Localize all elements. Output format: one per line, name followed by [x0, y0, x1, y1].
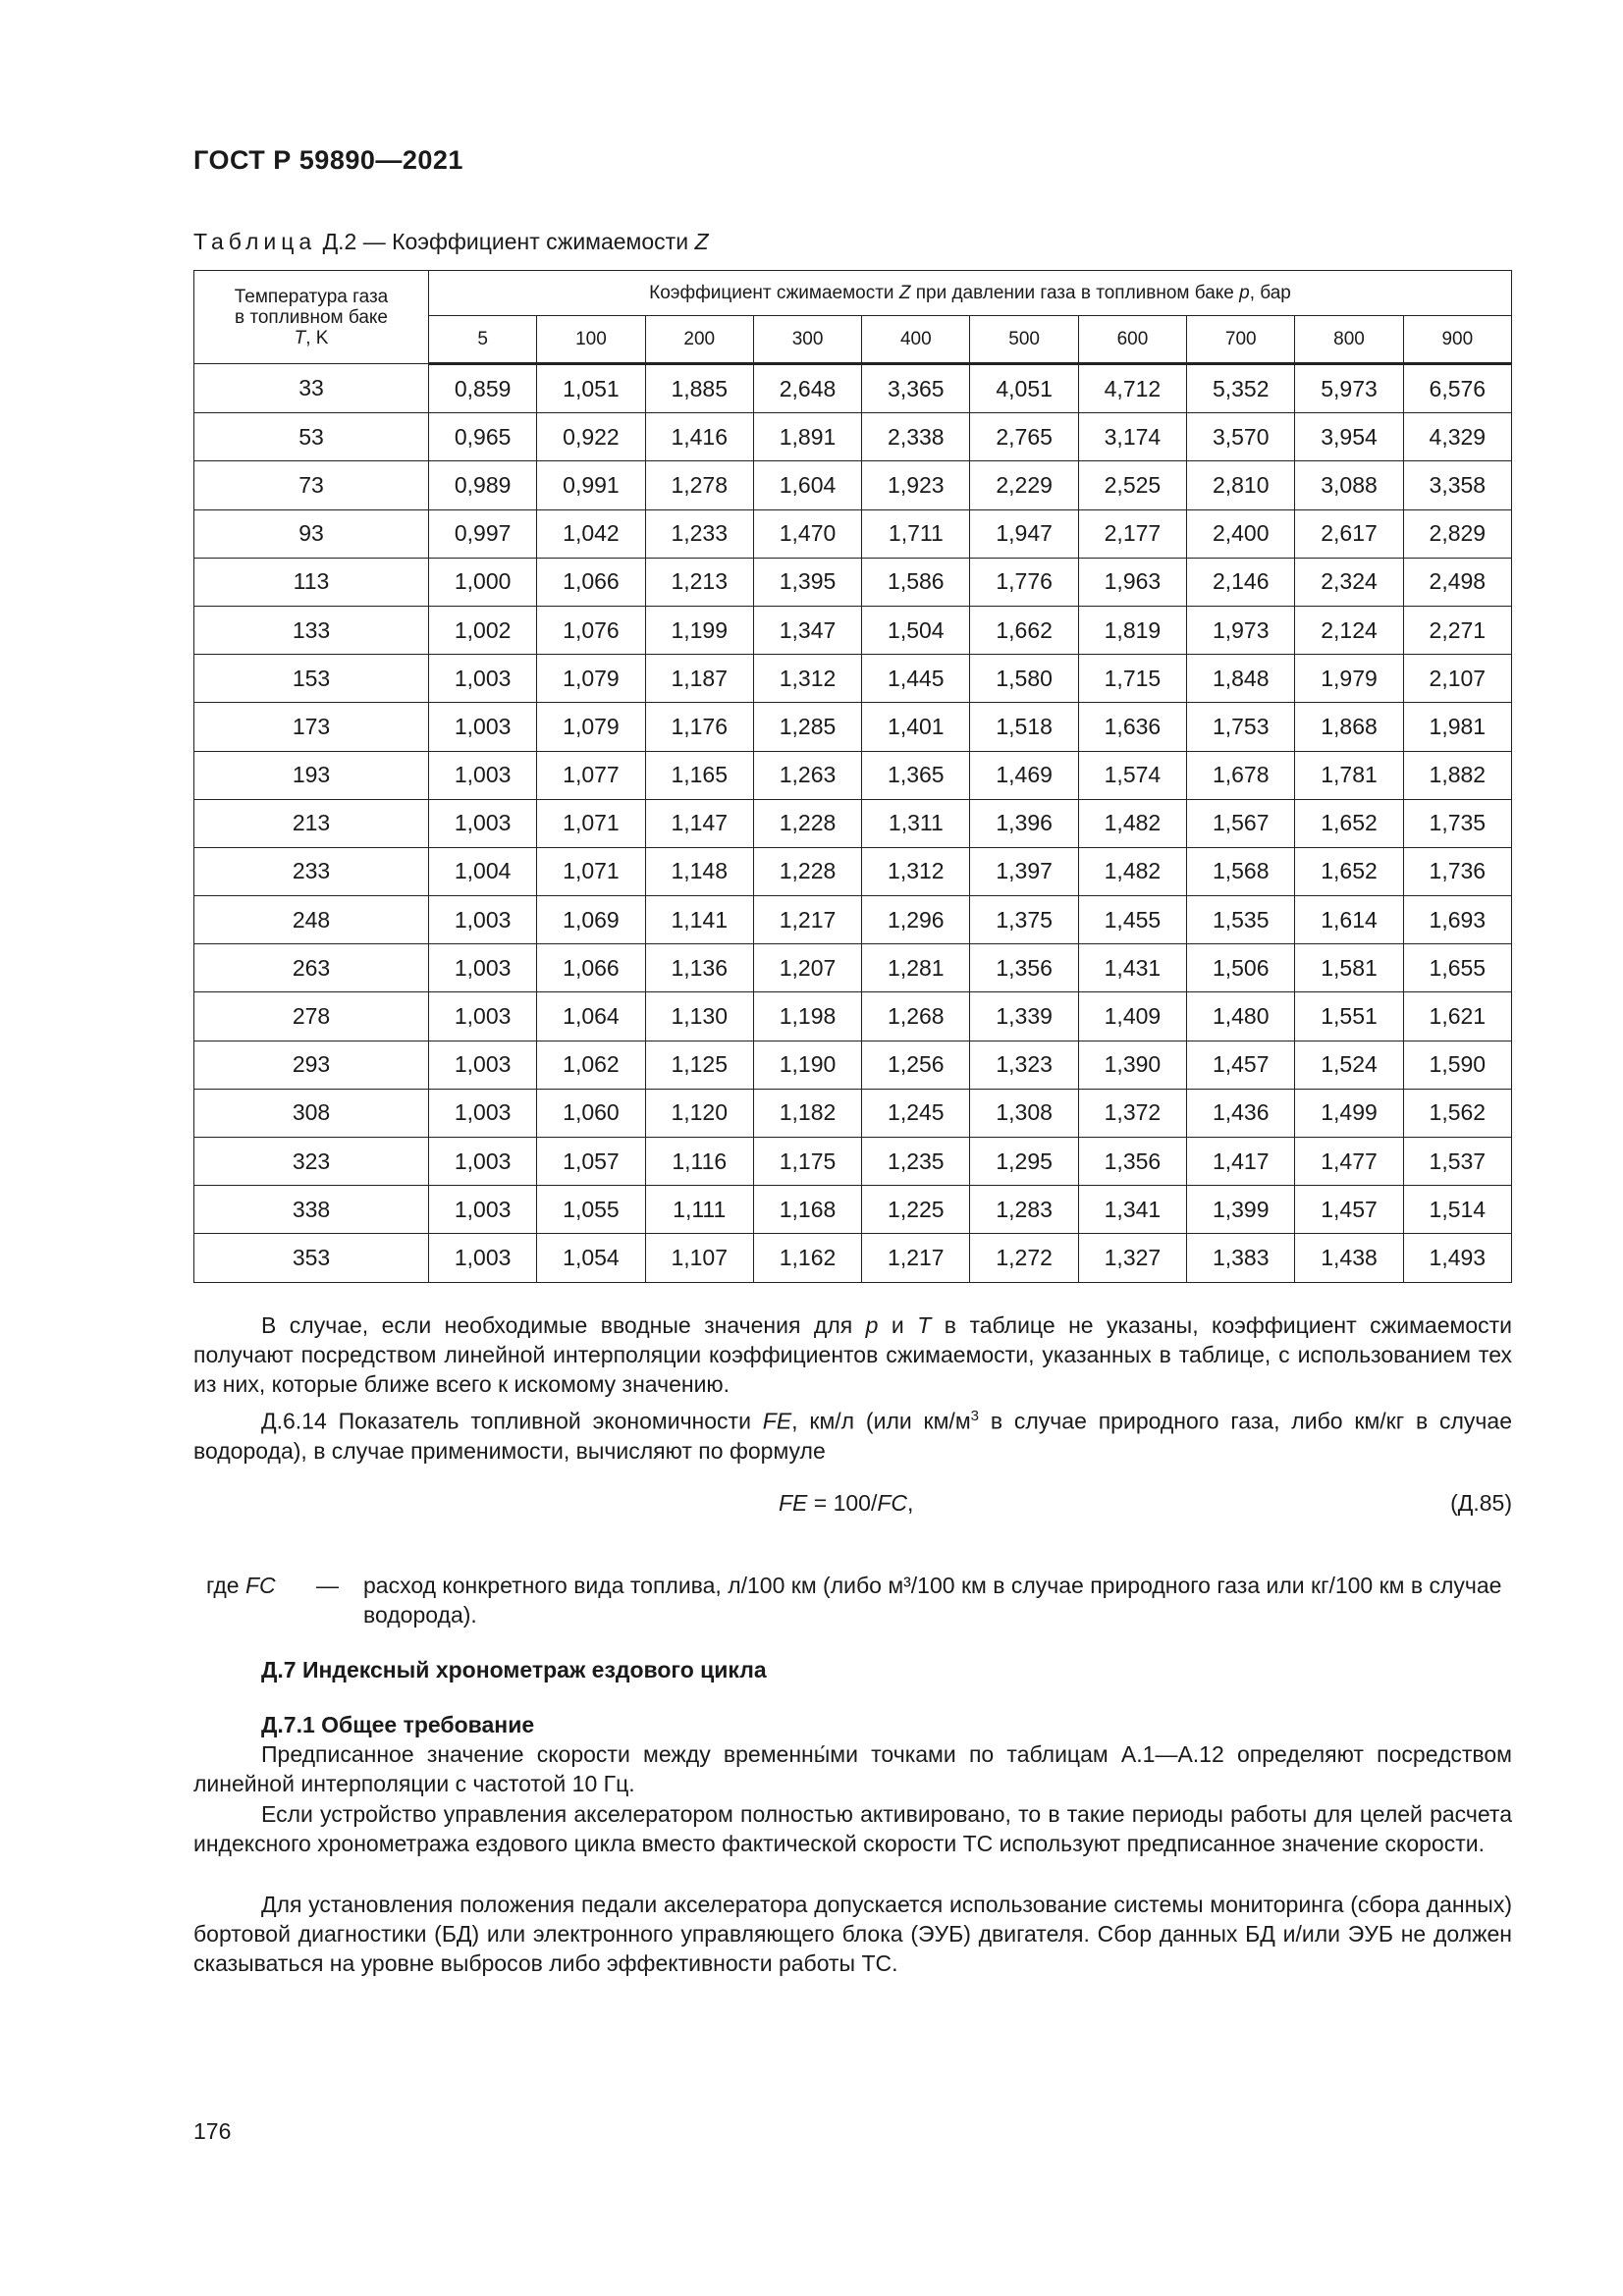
z-value-cell: 1,263 — [753, 751, 861, 799]
z-value-cell: 1,480 — [1187, 992, 1295, 1041]
temp-header-line2: в топливном баке — [234, 306, 389, 328]
z-value-cell: 2,400 — [1187, 509, 1295, 558]
table-row — [194, 799, 1512, 847]
z-value-cell: 3,954 — [1295, 413, 1403, 461]
formula-end: , — [907, 1490, 914, 1516]
z-value-cell: 2,829 — [1403, 509, 1511, 558]
z-value-cell: 1,482 — [1078, 799, 1186, 847]
z-value-cell: 1,268 — [862, 992, 970, 1041]
z-value-cell: 1,042 — [537, 509, 645, 558]
z-value-cell: 1,693 — [1403, 896, 1511, 944]
formula-mid: = 100/ — [807, 1490, 878, 1516]
z-value-cell: 1,312 — [862, 847, 970, 895]
z-value-cell: 1,003 — [429, 1041, 537, 1089]
z-value-cell: 1,753 — [1187, 703, 1295, 751]
where-description: расход конкретного вида топлива, л/100 км (либо м³/100 км в случае природного газа или кг/100 км в случае водорода). — [363, 1573, 1502, 1628]
z-value-cell: 1,372 — [1078, 1089, 1186, 1137]
para2-b: , км/л (или км/м — [791, 1408, 971, 1434]
z-value-cell: 1,819 — [1078, 606, 1186, 654]
fuel-economy-paragraph — [193, 1402, 1512, 1466]
section-d7-heading: Д.7 Индексный хронометраж ездового цикла — [261, 1657, 767, 1682]
compressibility-table — [193, 270, 1512, 1283]
z-value-cell: 1,375 — [970, 896, 1078, 944]
z-value-cell: 1,390 — [1078, 1041, 1186, 1089]
z-value-cell: 1,069 — [537, 896, 645, 944]
z-value-cell: 1,165 — [645, 751, 753, 799]
z-value-cell: 1,116 — [645, 1138, 753, 1186]
z-value-cell: 1,416 — [645, 413, 753, 461]
z-value-cell: 1,711 — [862, 509, 970, 558]
section-d71-paragraph-3: Для установления положения педали акселератора допускается использование системы мониторинга (сбора данных) бортовой диагностики (БД) или электронного управляющего блока (ЭУБ) двигателя. Сбор данных БД и/или ЭУБ не должен сказываться на уровне выбросов либо эффективности работы ТС. — [193, 1892, 1512, 1976]
main-header-p: p — [1239, 282, 1250, 303]
z-value-cell: 1,891 — [753, 413, 861, 461]
temperature-cell: 263 — [194, 944, 429, 992]
z-value-cell: 1,003 — [429, 799, 537, 847]
z-value-cell: 1,147 — [645, 799, 753, 847]
z-value-cell: 1,057 — [537, 1138, 645, 1186]
table-row — [194, 461, 1512, 509]
z-value-cell: 1,312 — [753, 655, 861, 703]
z-value-cell: 1,003 — [429, 1089, 537, 1137]
z-value-cell: 1,168 — [753, 1186, 861, 1234]
z-value-cell: 1,537 — [1403, 1138, 1511, 1186]
z-value-cell: 1,341 — [1078, 1186, 1186, 1234]
z-value-cell: 1,535 — [1187, 896, 1295, 944]
table-row — [194, 509, 1512, 558]
z-value-cell: 1,417 — [1187, 1138, 1295, 1186]
z-value-cell: 1,518 — [970, 703, 1078, 751]
compressibility-table-container — [193, 270, 1512, 1283]
z-value-cell: 4,712 — [1078, 364, 1186, 413]
z-value-cell: 1,071 — [537, 799, 645, 847]
z-value-cell: 2,271 — [1403, 606, 1511, 654]
z-value-cell: 1,111 — [645, 1186, 753, 1234]
temp-header-line1: Температура газа — [234, 286, 389, 307]
temperature-column-header — [194, 271, 429, 364]
z-value-cell: 0,859 — [429, 364, 537, 413]
z-value-cell: 1,125 — [645, 1041, 753, 1089]
z-value-cell: 0,922 — [537, 413, 645, 461]
z-value-cell: 1,979 — [1295, 655, 1403, 703]
z-value-cell: 1,652 — [1295, 847, 1403, 895]
para2-sup: 3 — [970, 1408, 979, 1424]
formula-lhs: FE — [779, 1490, 808, 1516]
document-header: ГОСТ Р 59890—2021 — [193, 145, 463, 175]
table-row — [194, 751, 1512, 799]
z-value-cell: 4,051 — [970, 364, 1078, 413]
z-value-cell: 1,655 — [1403, 944, 1511, 992]
z-value-cell: 1,077 — [537, 751, 645, 799]
page-number: 176 — [193, 2118, 232, 2144]
z-value-cell: 1,586 — [862, 558, 970, 606]
z-value-cell: 1,963 — [1078, 558, 1186, 606]
z-value-cell: 1,574 — [1078, 751, 1186, 799]
z-value-cell: 1,493 — [1403, 1234, 1511, 1282]
z-value-cell: 3,088 — [1295, 461, 1403, 509]
main-header-b: при давлении газа в топливном баке — [910, 282, 1240, 303]
z-value-cell: 2,648 — [753, 364, 861, 413]
where-fc: FC — [244, 1573, 276, 1598]
temperature-cell: 33 — [194, 364, 429, 413]
z-value-cell: 0,965 — [429, 413, 537, 461]
z-value-cell: 1,551 — [1295, 992, 1403, 1041]
z-value-cell: 0,991 — [537, 461, 645, 509]
z-value-cell: 1,136 — [645, 944, 753, 992]
table-header-row — [194, 271, 1512, 316]
section-d71-paragraph-1: Предписанное значение скорости между временны́ми точками по таблицам А.1—А.12 определяют посредством линейной интерполяции с частотой 10 Гц. — [193, 1741, 1512, 1796]
z-value-cell: 1,621 — [1403, 992, 1511, 1041]
z-value-cell: 1,064 — [537, 992, 645, 1041]
para1-T: T — [917, 1312, 932, 1338]
z-value-cell: 1,652 — [1295, 799, 1403, 847]
z-value-cell: 1,436 — [1187, 1089, 1295, 1137]
z-value-cell: 1,455 — [1078, 896, 1186, 944]
z-value-cell: 1,311 — [862, 799, 970, 847]
z-value-cell: 1,198 — [753, 992, 861, 1041]
z-value-cell: 1,506 — [1187, 944, 1295, 992]
z-value-cell: 1,401 — [862, 703, 970, 751]
where-dash: — — [316, 1573, 339, 1598]
z-value-cell: 1,409 — [1078, 992, 1186, 1041]
z-value-cell: 1,003 — [429, 655, 537, 703]
z-value-cell: 1,003 — [429, 1186, 537, 1234]
z-value-cell: 2,229 — [970, 461, 1078, 509]
z-value-cell: 1,217 — [753, 896, 861, 944]
z-value-cell: 1,514 — [1403, 1186, 1511, 1234]
z-value-cell: 1,004 — [429, 847, 537, 895]
z-value-cell: 1,076 — [537, 606, 645, 654]
table-row — [194, 896, 1512, 944]
table-row — [194, 992, 1512, 1041]
z-value-cell: 2,338 — [862, 413, 970, 461]
z-value-cell: 0,989 — [429, 461, 537, 509]
z-value-cell: 3,365 — [862, 364, 970, 413]
formula-rhs: FC — [877, 1490, 908, 1516]
pressure-header-cell: 500 — [970, 316, 1078, 364]
temperature-cell: 323 — [194, 1138, 429, 1186]
table-row — [194, 655, 1512, 703]
z-value-cell: 1,848 — [1187, 655, 1295, 703]
z-value-cell: 1,882 — [1403, 751, 1511, 799]
table-row — [194, 944, 1512, 992]
z-value-cell: 1,308 — [970, 1089, 1078, 1137]
para2-a: Д.6.14 Показатель топливной экономичности — [261, 1408, 763, 1434]
z-value-cell: 1,947 — [970, 509, 1078, 558]
temperature-cell: 353 — [194, 1234, 429, 1282]
temperature-cell: 213 — [194, 799, 429, 847]
table-row — [194, 1041, 1512, 1089]
z-value-cell: 1,141 — [645, 896, 753, 944]
para1-p: p — [865, 1312, 879, 1338]
pressure-header-cell: 100 — [537, 316, 645, 364]
table-row — [194, 1138, 1512, 1186]
z-value-cell: 1,235 — [862, 1138, 970, 1186]
pressure-header-cell: 200 — [645, 316, 753, 364]
z-value-cell: 1,225 — [862, 1186, 970, 1234]
z-value-cell: 1,066 — [537, 558, 645, 606]
z-value-cell: 1,397 — [970, 847, 1078, 895]
z-value-cell: 1,590 — [1403, 1041, 1511, 1089]
para1-c: в таблице не указаны, коэффициент сжимаемости получают посредством линейной интерполяции коэффициентов сжимаемости, указанных в таблице, с использованием тех из них, которые ближе всего к искомому значению. — [193, 1312, 1512, 1397]
z-value-cell: 1,356 — [970, 944, 1078, 992]
z-value-cell: 1,228 — [753, 847, 861, 895]
table-row — [194, 1186, 1512, 1234]
temp-header-unit: , K — [305, 327, 329, 348]
z-value-cell: 1,199 — [645, 606, 753, 654]
z-value-cell: 2,765 — [970, 413, 1078, 461]
temperature-cell: 133 — [194, 606, 429, 654]
table-row — [194, 1089, 1512, 1137]
z-value-cell: 1,228 — [753, 799, 861, 847]
z-value-cell: 2,810 — [1187, 461, 1295, 509]
temperature-cell: 278 — [194, 992, 429, 1041]
temperature-cell: 73 — [194, 461, 429, 509]
pressure-header-cell: 700 — [1187, 316, 1295, 364]
z-value-cell: 1,283 — [970, 1186, 1078, 1234]
para1-b: и — [878, 1312, 918, 1338]
z-value-cell: 1,182 — [753, 1089, 861, 1137]
z-value-cell: 1,399 — [1187, 1186, 1295, 1234]
z-value-cell: 1,296 — [862, 896, 970, 944]
z-value-cell: 1,003 — [429, 703, 537, 751]
z-value-cell: 1,562 — [1403, 1089, 1511, 1137]
pressure-header-cell: 900 — [1403, 316, 1511, 364]
z-value-cell: 1,000 — [429, 558, 537, 606]
where-symbol — [206, 1571, 276, 1600]
z-value-cell: 1,469 — [970, 751, 1078, 799]
temperature-cell: 113 — [194, 558, 429, 606]
z-value-cell: 1,071 — [537, 847, 645, 895]
pressure-header-cell: 5 — [429, 316, 537, 364]
para1-a: В случае, если необходимые вводные значения для — [261, 1312, 866, 1338]
z-value-cell: 1,781 — [1295, 751, 1403, 799]
z-value-cell: 1,470 — [753, 509, 861, 558]
z-value-cell: 1,176 — [645, 703, 753, 751]
z-value-cell: 1,187 — [645, 655, 753, 703]
z-value-cell: 3,570 — [1187, 413, 1295, 461]
table-row — [194, 364, 1512, 413]
z-value-cell: 1,323 — [970, 1041, 1078, 1089]
temperature-cell: 173 — [194, 703, 429, 751]
z-value-cell: 1,003 — [429, 992, 537, 1041]
z-value-cell: 1,285 — [753, 703, 861, 751]
z-value-cell: 1,482 — [1078, 847, 1186, 895]
z-value-cell: 1,207 — [753, 944, 861, 992]
temperature-cell: 233 — [194, 847, 429, 895]
main-header-a: Коэффициент сжимаемости — [649, 282, 899, 303]
z-value-cell: 1,281 — [862, 944, 970, 992]
temp-header-symbol: T — [294, 327, 306, 348]
table-row — [194, 606, 1512, 654]
temperature-cell: 93 — [194, 509, 429, 558]
z-value-cell: 1,885 — [645, 364, 753, 413]
pressure-header-cell: 600 — [1078, 316, 1186, 364]
z-value-cell: 1,868 — [1295, 703, 1403, 751]
z-value-cell: 2,124 — [1295, 606, 1403, 654]
z-value-cell: 1,245 — [862, 1089, 970, 1137]
temperature-cell: 308 — [194, 1089, 429, 1137]
where-label: где — [206, 1573, 245, 1598]
pressure-group-header — [429, 271, 1512, 316]
pressure-header-cell: 300 — [753, 316, 861, 364]
z-value-cell: 1,079 — [537, 703, 645, 751]
z-value-cell: 1,233 — [645, 509, 753, 558]
z-value-cell: 2,107 — [1403, 655, 1511, 703]
z-value-cell: 3,174 — [1078, 413, 1186, 461]
z-value-cell: 1,162 — [753, 1234, 861, 1282]
z-value-cell: 1,055 — [537, 1186, 645, 1234]
z-value-cell: 2,324 — [1295, 558, 1403, 606]
z-value-cell: 2,177 — [1078, 509, 1186, 558]
table-row — [194, 847, 1512, 895]
table-row — [194, 1234, 1512, 1282]
caption-label: Таблица — [193, 229, 317, 254]
pressure-header-cell: 800 — [1295, 316, 1403, 364]
z-value-cell: 1,431 — [1078, 944, 1186, 992]
z-value-cell: 1,580 — [970, 655, 1078, 703]
z-value-cell: 1,278 — [645, 461, 753, 509]
z-value-cell: 1,499 — [1295, 1089, 1403, 1137]
z-value-cell: 1,175 — [753, 1138, 861, 1186]
z-value-cell: 1,981 — [1403, 703, 1511, 751]
interpolation-paragraph — [193, 1310, 1512, 1399]
z-value-cell: 2,498 — [1403, 558, 1511, 606]
z-value-cell: 1,604 — [753, 461, 861, 509]
z-value-cell: 1,636 — [1078, 703, 1186, 751]
z-value-cell: 1,365 — [862, 751, 970, 799]
z-value-cell: 1,524 — [1295, 1041, 1403, 1089]
z-value-cell: 5,973 — [1295, 364, 1403, 413]
z-value-cell: 1,190 — [753, 1041, 861, 1089]
z-value-cell: 1,678 — [1187, 751, 1295, 799]
z-value-cell: 1,614 — [1295, 896, 1403, 944]
z-value-cell: 1,581 — [1295, 944, 1403, 992]
z-value-cell: 1,438 — [1295, 1234, 1403, 1282]
z-value-cell: 1,339 — [970, 992, 1078, 1041]
z-value-cell: 1,003 — [429, 944, 537, 992]
z-value-cell: 1,213 — [645, 558, 753, 606]
z-value-cell: 1,003 — [429, 896, 537, 944]
z-value-cell: 6,576 — [1403, 364, 1511, 413]
main-header-c: , бар — [1249, 282, 1291, 303]
z-value-cell: 2,525 — [1078, 461, 1186, 509]
table-row — [194, 703, 1512, 751]
z-value-cell: 1,256 — [862, 1041, 970, 1089]
z-value-cell: 1,272 — [970, 1234, 1078, 1282]
z-value-cell: 2,617 — [1295, 509, 1403, 558]
z-value-cell: 1,736 — [1403, 847, 1511, 895]
z-value-cell: 1,079 — [537, 655, 645, 703]
temperature-cell: 293 — [194, 1041, 429, 1089]
z-value-cell: 1,217 — [862, 1234, 970, 1282]
temperature-cell: 338 — [194, 1186, 429, 1234]
z-value-cell: 1,054 — [537, 1234, 645, 1282]
table-row — [194, 558, 1512, 606]
z-value-cell: 1,327 — [1078, 1234, 1186, 1282]
table-row — [194, 413, 1512, 461]
z-value-cell: 1,735 — [1403, 799, 1511, 847]
z-value-cell: 1,383 — [1187, 1234, 1295, 1282]
z-value-cell: 1,295 — [970, 1138, 1078, 1186]
z-value-cell: 1,107 — [645, 1234, 753, 1282]
z-value-cell: 1,130 — [645, 992, 753, 1041]
z-value-cell: 0,997 — [429, 509, 537, 558]
z-value-cell: 1,051 — [537, 364, 645, 413]
z-value-cell: 1,347 — [753, 606, 861, 654]
pressure-header-cell: 400 — [862, 316, 970, 364]
temperature-cell: 193 — [194, 751, 429, 799]
formula-number: (Д.85) — [1450, 1490, 1512, 1516]
z-value-cell: 2,146 — [1187, 558, 1295, 606]
z-value-cell: 1,715 — [1078, 655, 1186, 703]
main-header-z: Z — [898, 282, 911, 303]
z-value-cell: 1,445 — [862, 655, 970, 703]
temperature-cell: 248 — [194, 896, 429, 944]
z-value-cell: 1,002 — [429, 606, 537, 654]
z-value-cell: 1,973 — [1187, 606, 1295, 654]
section-d71-paragraph-2: Если устройство управления акселератором полностью активировано, то в такие периоды работы для целей расчета индексного хронометража ездового цикла вместо фактической скорости ТС используют предписанное значение скорости. — [193, 1801, 1512, 1856]
temperature-cell: 153 — [194, 655, 429, 703]
formula-d85 — [193, 1490, 1512, 1520]
z-value-cell: 1,120 — [645, 1089, 753, 1137]
z-value-cell: 1,396 — [970, 799, 1078, 847]
z-value-cell: 1,060 — [537, 1089, 645, 1137]
table-body — [194, 364, 1512, 1283]
z-value-cell: 3,358 — [1403, 461, 1511, 509]
z-value-cell: 1,457 — [1295, 1186, 1403, 1234]
z-value-cell: 1,567 — [1187, 799, 1295, 847]
z-value-cell: 1,395 — [753, 558, 861, 606]
z-value-cell: 1,504 — [862, 606, 970, 654]
para2-c: в случае природного газа, либо км/кг в случае водорода), в случае применимости, вычисляют по формуле — [193, 1408, 1512, 1464]
z-value-cell: 1,457 — [1187, 1041, 1295, 1089]
z-value-cell: 1,003 — [429, 1234, 537, 1282]
z-value-cell: 1,062 — [537, 1041, 645, 1089]
section-d71-heading: Д.7.1 Общее требование — [261, 1712, 535, 1737]
temperature-cell: 53 — [194, 413, 429, 461]
z-value-cell: 1,003 — [429, 751, 537, 799]
table-caption — [193, 229, 709, 255]
z-value-cell: 1,148 — [645, 847, 753, 895]
z-value-cell: 5,352 — [1187, 364, 1295, 413]
z-value-cell: 4,329 — [1403, 413, 1511, 461]
z-value-cell: 1,066 — [537, 944, 645, 992]
z-value-cell: 1,568 — [1187, 847, 1295, 895]
z-value-cell: 1,477 — [1295, 1138, 1403, 1186]
caption-z-symbol: Z — [694, 229, 709, 254]
z-value-cell: 1,003 — [429, 1138, 537, 1186]
formula-expression — [779, 1490, 913, 1517]
para2-fe: FE — [762, 1408, 792, 1434]
z-value-cell: 1,356 — [1078, 1138, 1186, 1186]
z-value-cell: 1,923 — [862, 461, 970, 509]
caption-title: Д.2 — Коэффициент сжимаемости — [316, 229, 695, 254]
z-value-cell: 1,776 — [970, 558, 1078, 606]
z-value-cell: 1,662 — [970, 606, 1078, 654]
